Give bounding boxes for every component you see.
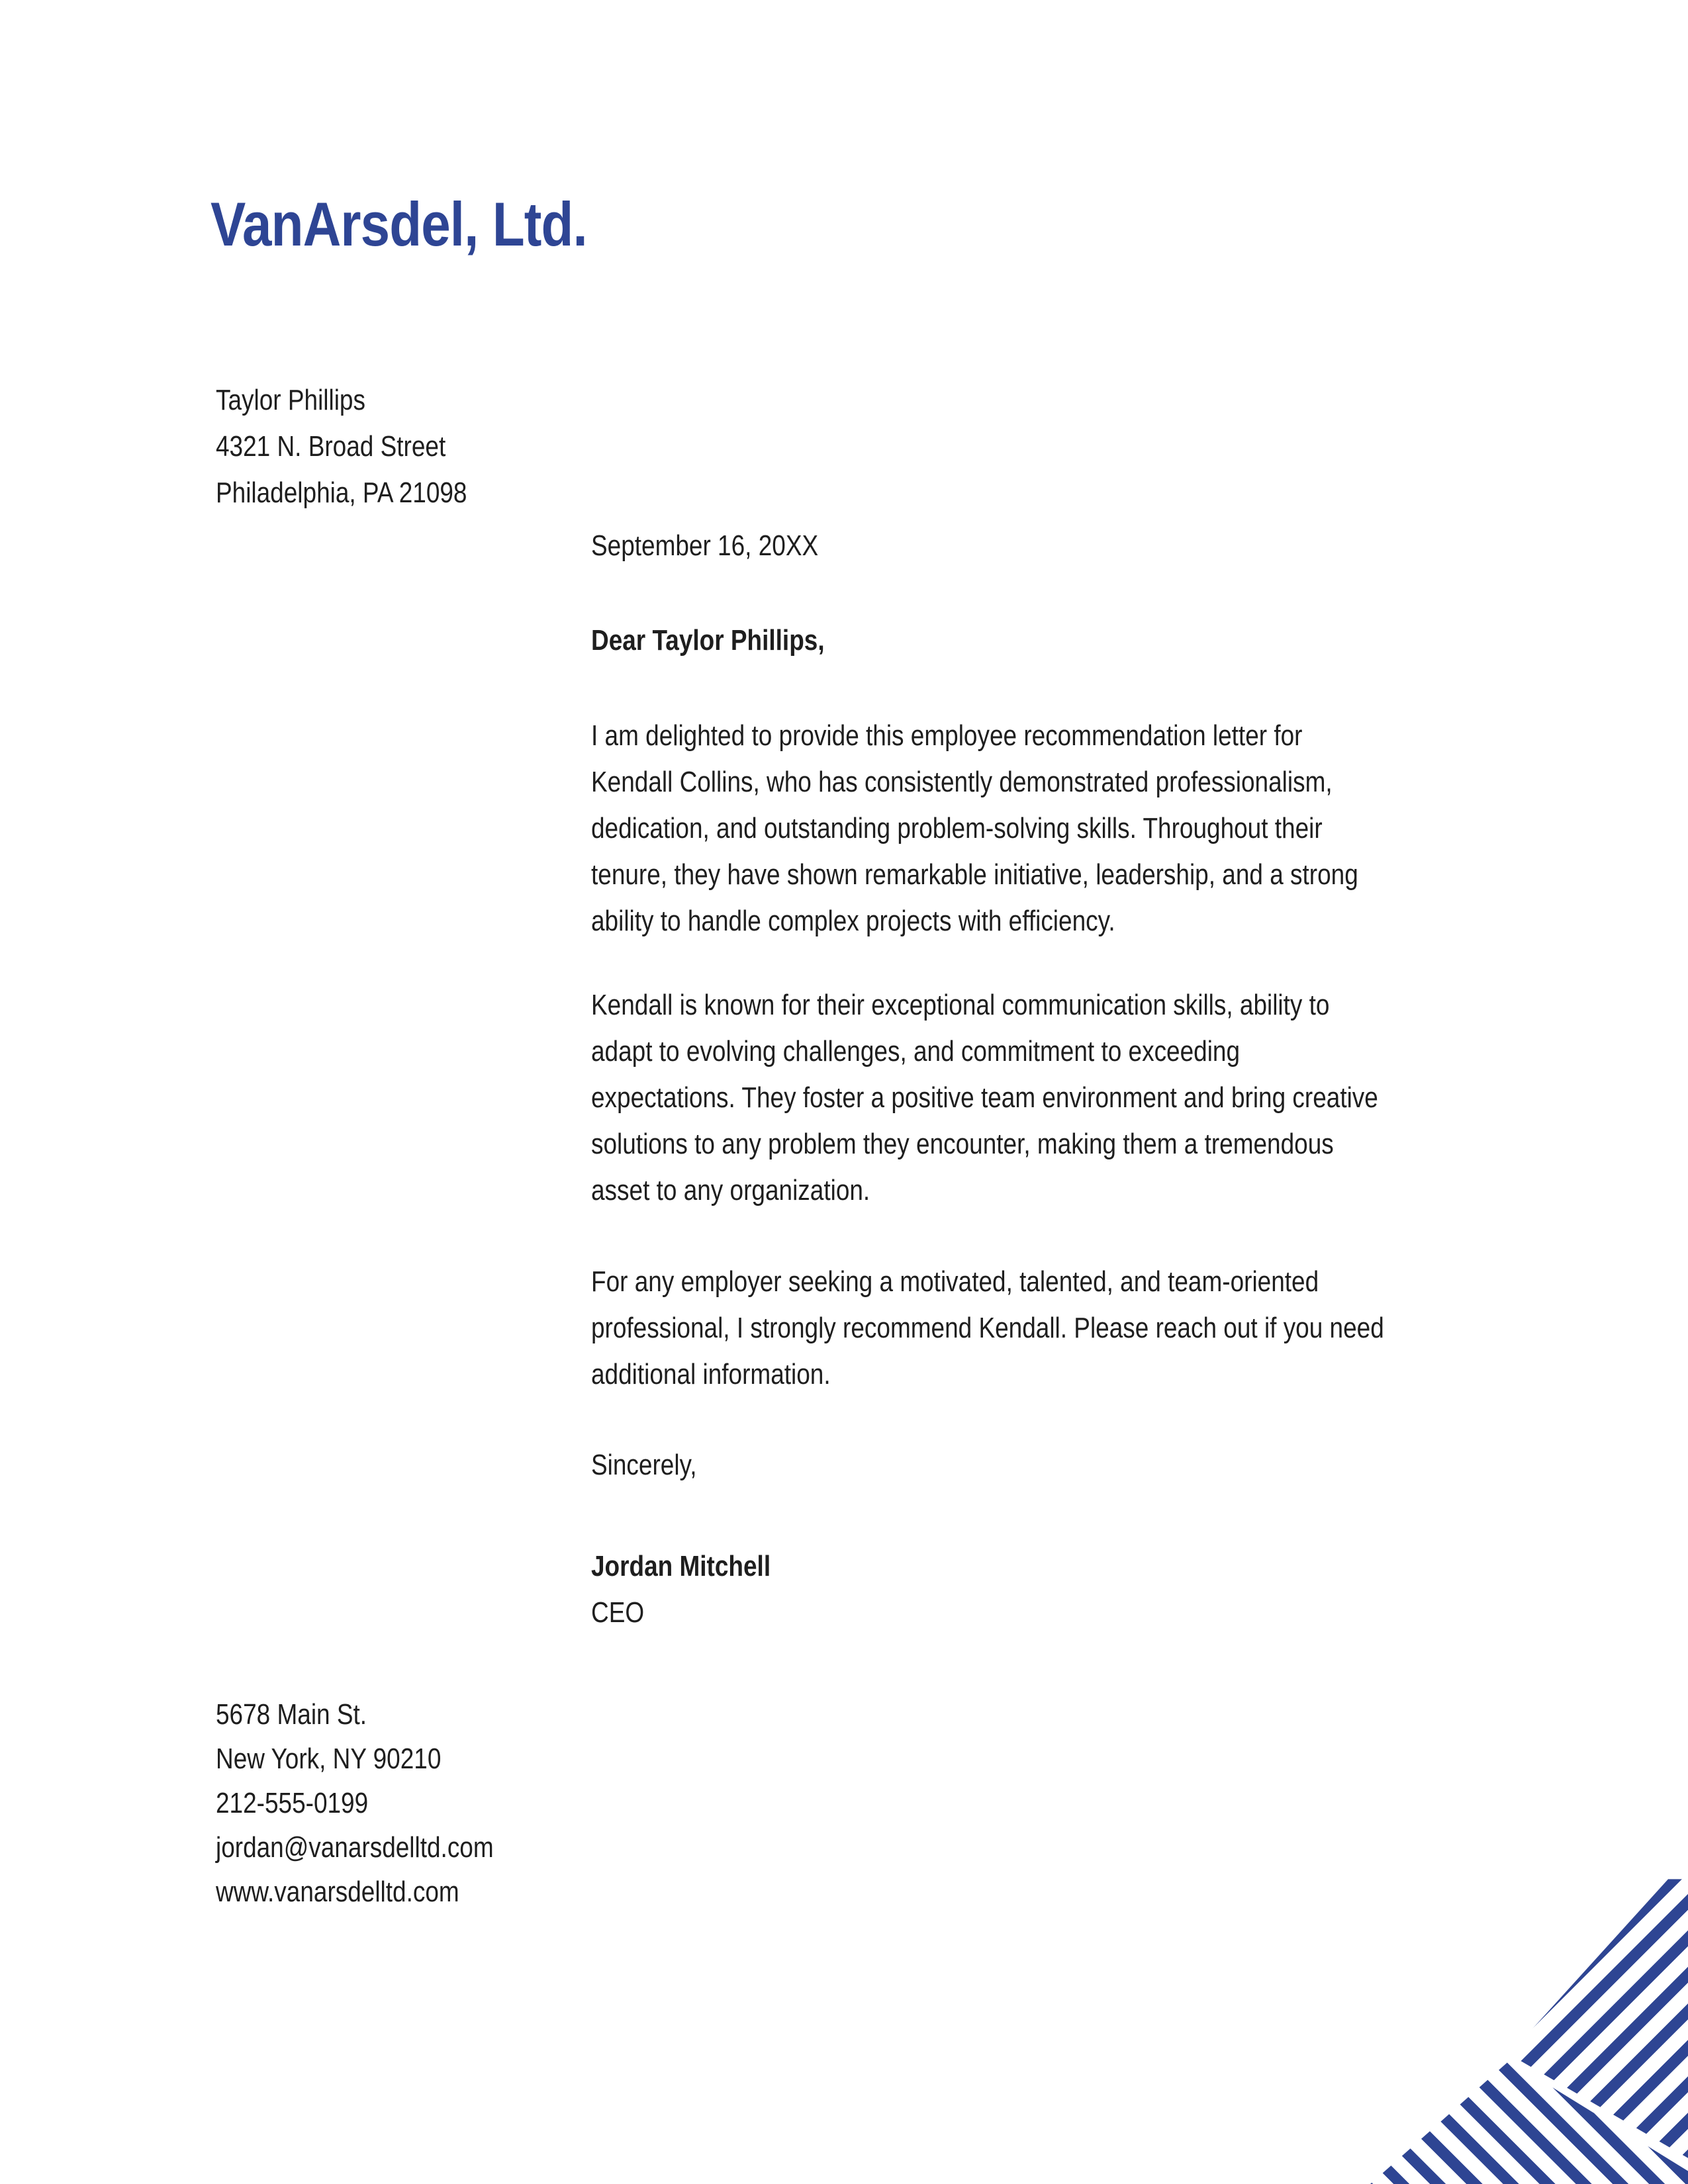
body-line: For any employer seeking a motivated, talented, and team-oriented: [591, 1265, 1319, 1298]
company-address-line: New York, NY 90210: [216, 1743, 442, 1775]
company-website: www.vanarsdelltd.com: [216, 1876, 459, 1908]
company-email: jordan@vanarsdelltd.com: [216, 1831, 494, 1864]
body-line: Kendall Collins, who has consistently demonstrated professionalism,: [591, 766, 1333, 798]
body-paragraph-2: [591, 982, 1378, 1214]
closing: Sincerely,: [591, 1449, 697, 1481]
body-line: professional, I strongly recommend Kendall. Please reach out if you need: [591, 1312, 1384, 1344]
recipient-address-line: Philadelphia, PA 21098: [216, 477, 467, 509]
recipient-address-line: 4321 N. Broad Street: [216, 430, 446, 463]
corner-stripes-decoration: [1357, 1860, 1688, 2184]
company-address-line: 5678 Main St.: [216, 1698, 367, 1731]
recipient-address-block: [216, 377, 467, 516]
company-phone: 212-555-0199: [216, 1787, 369, 1819]
body-line: Kendall is known for their exceptional communication skills, ability to: [591, 989, 1330, 1021]
body-line: expectations. They foster a positive team environment and bring creative: [591, 1081, 1378, 1114]
body-line: ability to handle complex projects with efficiency.: [591, 905, 1115, 937]
letter-date: September 16, 20XX: [591, 529, 819, 562]
signature-title: CEO: [591, 1596, 645, 1629]
signature-name: Jordan Mitchell: [591, 1550, 771, 1582]
body-line: adapt to evolving challenges, and commitment to exceeding: [591, 1035, 1241, 1068]
salutation: Dear Taylor Phillips,: [591, 624, 825, 657]
body-line: additional information.: [591, 1358, 831, 1390]
company-contact-block: [216, 1692, 494, 1914]
body-line: tenure, they have shown remarkable initiative, leadership, and a strong: [591, 858, 1358, 891]
body-line: I am delighted to provide this employee recommendation letter for: [591, 719, 1303, 752]
company-logo: VanArsdel, Ltd.: [211, 189, 587, 259]
body-line: asset to any organization.: [591, 1174, 870, 1206]
body-paragraph-3: [591, 1259, 1384, 1398]
recipient-name: Taylor Phillips: [216, 384, 365, 416]
body-line: dedication, and outstanding problem-solving skills. Throughout their: [591, 812, 1323, 844]
body-paragraph-1: [591, 713, 1358, 944]
body-line: solutions to any problem they encounter, making them a tremendous: [591, 1128, 1334, 1160]
